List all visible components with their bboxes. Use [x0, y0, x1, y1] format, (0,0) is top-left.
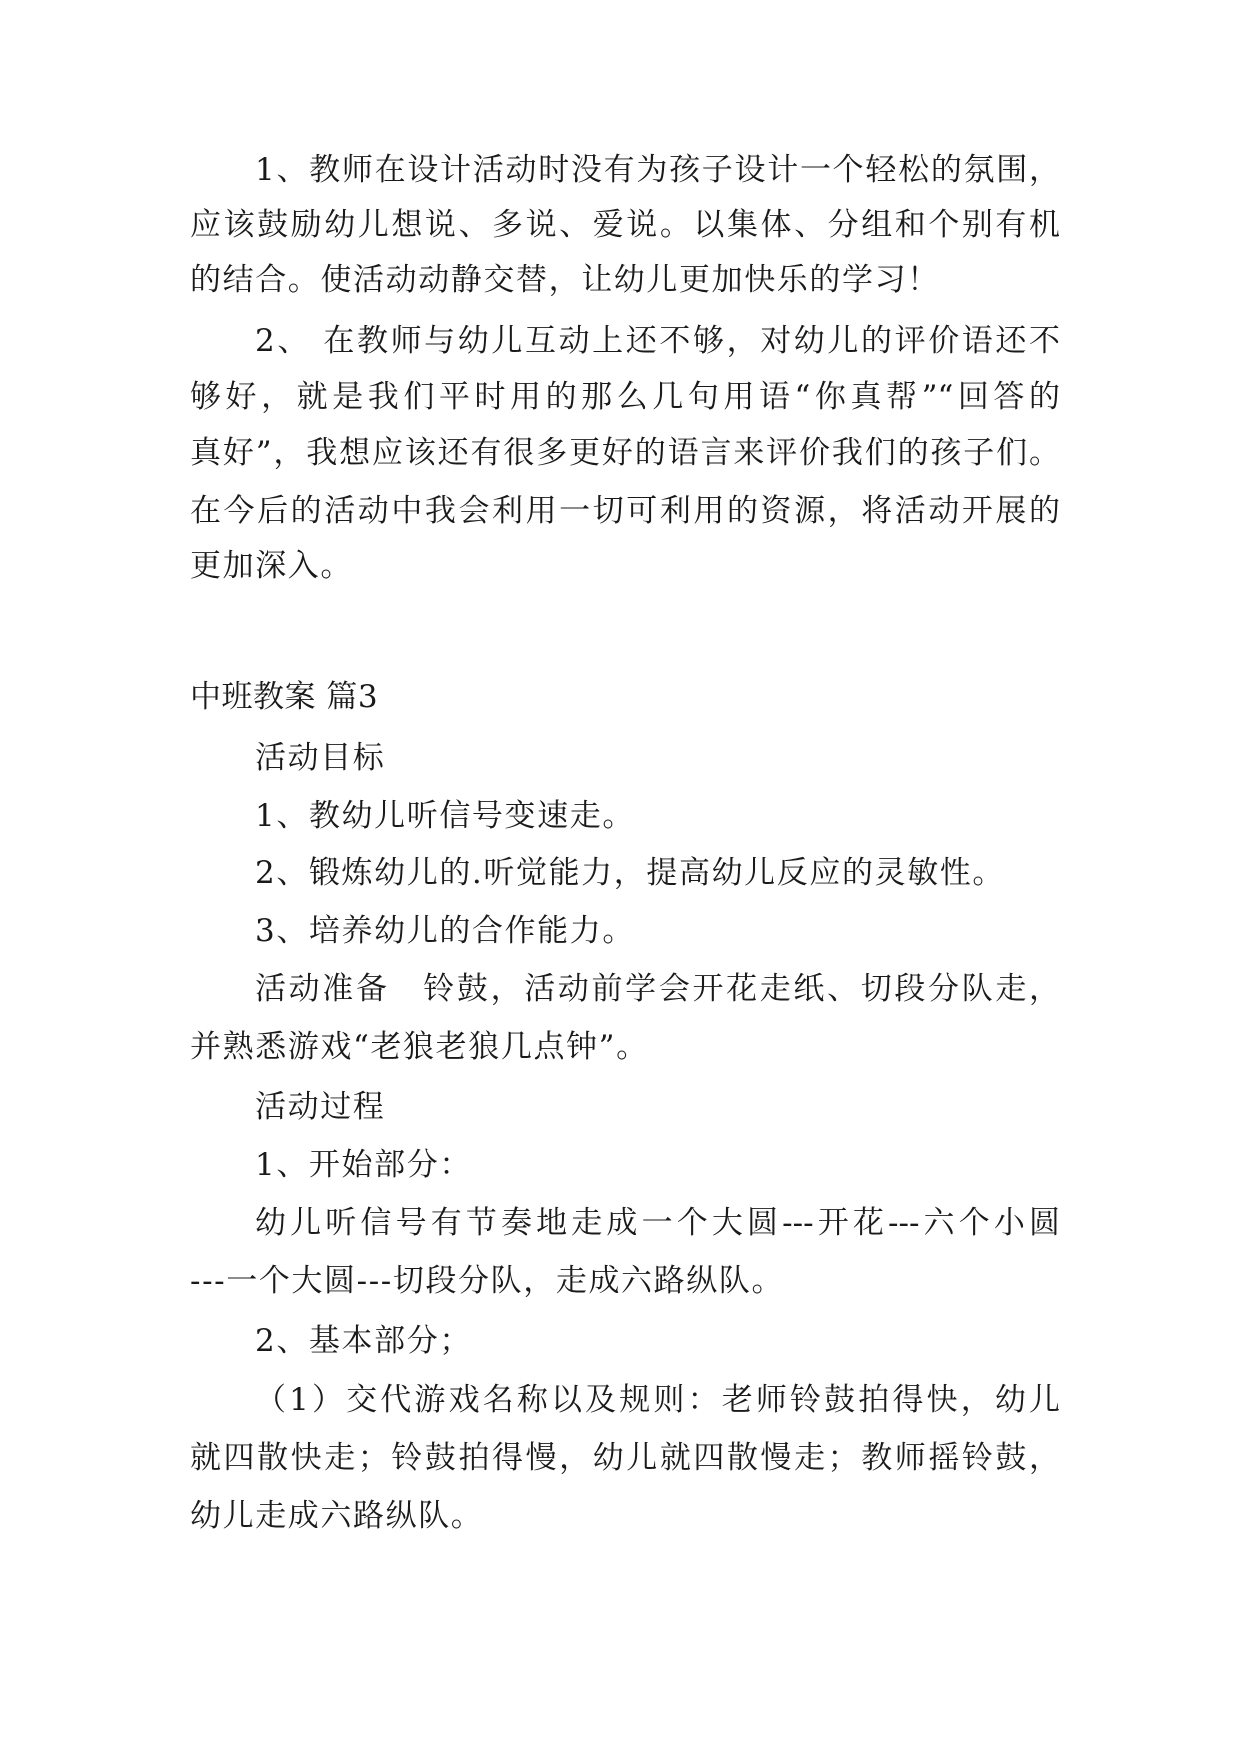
- subheading: 活动过程: [255, 1089, 386, 1125]
- paragraph-line: 幼儿听信号有节奏地走成一个大圆---开花---六个小圆: [255, 1205, 1060, 1241]
- paragraph-line: 并熟悉游戏“老狼老狼几点钟”。: [190, 1029, 649, 1065]
- list-item: 2、基本部分；: [255, 1323, 472, 1359]
- paragraph-line: 应该鼓励幼儿想说、多说、爱说。以集体、分组和个别有机: [190, 207, 1060, 243]
- list-item: 1、开始部分：: [255, 1147, 472, 1183]
- paragraph-line: 真好”，我想应该还有很多更好的语言来评价我们的孩子们。: [190, 435, 1060, 471]
- paragraph-line: 的结合。使活动动静交替，让幼儿更加快乐的学习！: [190, 262, 940, 298]
- section-heading: 中班教案 篇3: [190, 679, 379, 715]
- paragraph-line: 2、 在教师与幼儿互动上还不够，对幼儿的评价语还不: [255, 323, 1060, 359]
- paragraph-line: 就四散快走；铃鼓拍得慢，幼儿就四散慢走；教师摇铃鼓，: [190, 1440, 1060, 1476]
- list-item: 3、培养幼儿的合作能力。: [255, 913, 635, 949]
- list-item: 2、锻炼幼儿的.听觉能力，提高幼儿反应的灵敏性。: [255, 855, 1005, 891]
- paragraph-line: 幼儿走成六路纵队。: [190, 1498, 484, 1534]
- subheading: 活动目标: [255, 740, 386, 776]
- paragraph-line: 在今后的活动中我会利用一切可利用的资源，将活动开展的: [190, 493, 1060, 529]
- paragraph-line: ---一个大圆---切段分队，走成六路纵队。: [190, 1263, 785, 1299]
- paragraph-line: 活动准备 铃鼓，活动前学会开花走纸、切段分队走，: [255, 971, 1060, 1007]
- paragraph-line: 够好，就是我们平时用的那么几句用语“你真帮”“回答的: [190, 379, 1060, 415]
- paragraph-line: 1、教师在设计活动时没有为孩子设计一个轻松的氛围，: [255, 152, 1060, 188]
- list-item: 1、教幼儿听信号变速走。: [255, 798, 635, 834]
- paragraph-line: 更加深入。: [190, 548, 353, 584]
- paragraph-line: （1）交代游戏名称以及规则：老师铃鼓拍得快，幼儿: [255, 1382, 1060, 1418]
